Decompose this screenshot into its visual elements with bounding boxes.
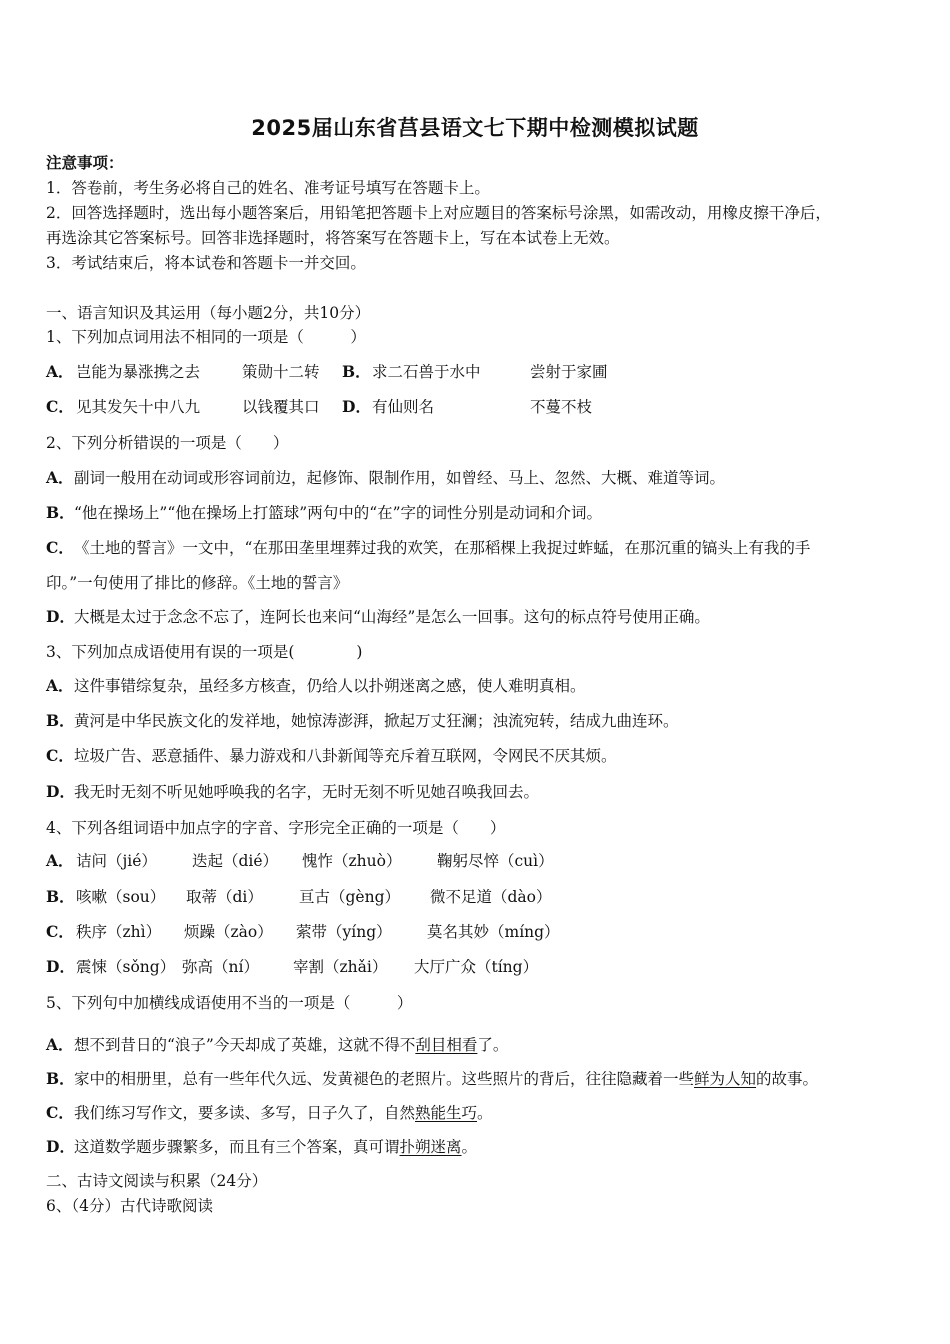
q4-option-d-word-4: 大厅广众（tíng） [414, 958, 539, 976]
q5-option-a-text: 想不到昔日的“浪子”今天却成了英雄，这就不得不 [74, 1036, 416, 1054]
q3-option-d [46, 782, 539, 802]
q4-option-c-word-2: 烦躁（zào） [184, 923, 273, 941]
q4-option-a [46, 851, 926, 873]
q5-option-d-tail: 。 [461, 1138, 478, 1156]
q5-option-c-label: C． [46, 1103, 74, 1122]
q1-option-c-word-2: 以钱覆其口 [242, 398, 320, 416]
notice-heading: 注意事项： [46, 153, 124, 172]
q1-options-row-2 [46, 397, 926, 419]
q5-option-a [46, 1035, 508, 1055]
q3-option-b [46, 711, 679, 731]
q5-option-a-label: A． [46, 1035, 74, 1054]
q1-option-a-label: A． [46, 362, 74, 381]
q4-option-d [46, 957, 926, 979]
q5-option-d-label: D． [46, 1137, 75, 1156]
q1-option-c-label: C． [46, 397, 74, 416]
q2-option-a-text: 副词一般用在动词或形容词前边，起修饰、限制作用，如曾经、马上、忽然、大概、难道等词。 [74, 469, 726, 487]
q1-option-a-word-1: 岂能为暴涨携之去 [76, 363, 201, 381]
q4-option-c-word-4: 莫名其妙（míng） [427, 923, 560, 941]
q4-option-b-label: B． [46, 887, 75, 906]
q3-option-d-label: D． [46, 782, 75, 801]
q5-option-b-label: B． [46, 1069, 75, 1088]
q2-option-d-label: D． [46, 607, 75, 626]
section1-heading: 一、语言知识及其运用（每小题2分，共10分） [46, 304, 371, 322]
q4-option-d-word-3: 宰割（zhǎi） [293, 958, 388, 976]
q4-option-a-label: A． [46, 851, 74, 870]
notice-item-3: 3．考试结束后，将本试卷和答题卡一并交回。 [46, 254, 366, 272]
q2-option-d [46, 607, 710, 627]
q5-option-b-idiom: 鲜为人知 [694, 1070, 757, 1088]
q4-option-c [46, 922, 926, 944]
q2-option-b-text: “他在操场上”“他在操场上打篮球”两句中的“在”字的词性分别是动词和介词。 [74, 504, 603, 522]
q3-option-a-text: 这件事错综复杂，虽经多方核查，仍给人以扑朔迷离之感，使人难明真相。 [74, 677, 586, 695]
q3-option-c-text: 垃圾广告、恶意插件、暴力游戏和八卦新闻等充斥着互联网，令网民不厌其烦。 [74, 747, 617, 765]
q4-option-d-label: D． [46, 957, 75, 976]
q2-option-b [46, 503, 602, 523]
q1-option-d-word-1: 有仙则名 [372, 398, 435, 416]
q4-option-b-word-2: 取蒂（di） [186, 888, 263, 906]
q3-option-c [46, 746, 617, 766]
q1-option-d-word-2: 不蔓不枝 [530, 398, 593, 416]
q3-option-c-label: C． [46, 746, 74, 765]
q2-option-c-label: C． [46, 538, 74, 557]
section2-heading: 二、古诗文阅读与积累（24分） [46, 1172, 268, 1190]
q5-option-c-text: 我们练习写作文，要多读、多写，日子久了，自然 [74, 1104, 416, 1122]
q5-option-b-text: 家中的相册里，总有一些年代久远、发黄褪色的老照片。这些照片的背后，往往隐藏着一些 [74, 1070, 695, 1088]
q3-option-b-text: 黄河是中华民族文化的发祥地，她惊涛澎湃，掀起万丈狂澜；浊流宛转，结成九曲连环。 [74, 712, 679, 730]
q4-option-b-word-4: 微不足道（dào） [430, 888, 552, 906]
q5-option-d-text: 这道数学题步骤繁多，而且有三个答案，真可谓 [74, 1138, 400, 1156]
q5-option-a-idiom: 刮目相看 [415, 1036, 478, 1054]
q2-option-b-label: B． [46, 503, 75, 522]
q5-option-d-idiom: 扑朔迷离 [399, 1138, 462, 1156]
q3-stem: 3、下列加点成语使用有误的一项是( ) [46, 643, 363, 661]
q1-option-c-word-1: 见其发矢十中八九 [76, 398, 201, 416]
q1-option-a-word-2: 策勋十二转 [242, 363, 320, 381]
q2-stem: 2、下列分析错误的一项是（ ） [46, 434, 289, 452]
q1-options-row-1 [46, 362, 926, 384]
q1-stem: 1、下列加点词用法不相同的一项是（ ） [46, 328, 366, 346]
page-title: 2025届山东省莒县语文七下期中检测模拟试题 [251, 116, 699, 140]
q3-option-a-label: A． [46, 676, 74, 695]
q4-option-a-word-3: 愧怍（zhuò） [302, 852, 402, 870]
q5-option-b [46, 1069, 818, 1089]
q2-option-c [46, 538, 810, 558]
q2-option-c-text: 《土地的誓言》一文中，“在那田垄里埋葬过我的欢笑，在那稻棵上我捉过蚱蜢，在那沉重的镐头上有我的手 [74, 539, 811, 557]
q2-option-c-cont: 印。”一句使用了排比的修辞。《土地的誓言》 [46, 574, 349, 592]
q3-option-a [46, 676, 586, 696]
q5-option-c-tail: 。 [477, 1104, 493, 1122]
q4-option-c-word-1: 秩序（zhì） [76, 923, 162, 941]
q4-stem: 4、下列各组词语中加点字的字音、字形完全正确的一项是（ ） [46, 819, 506, 837]
q4-option-a-word-1: 诘问（jié） [76, 852, 157, 870]
q2-option-a [46, 468, 725, 488]
notice-item-2-cont: 再选涂其它答案标号。回答非选择题时，将答案写在答题卡上，写在本试卷上无效。 [46, 229, 620, 247]
notice-item-1: 1．答卷前，考生务必将自己的姓名、准考证号填写在答题卡上。 [46, 179, 490, 197]
q4-option-d-word-1: 震悚（sǒng） [76, 958, 176, 976]
q1-option-b-label: B． [342, 362, 371, 381]
q1-option-b-word-2: 尝射于家圃 [530, 363, 608, 381]
q4-option-d-word-2: 弥高（ní） [182, 958, 259, 976]
notice-item-2: 2．回答选择题时，选出每小题答案后，用铅笔把答题卡上对应题目的答案标号涂黑，如需改动，用橡皮擦干净后， [46, 204, 831, 222]
q4-option-c-word-3: 萦带（yíng） [296, 923, 392, 941]
q6-stem: 6、（4分）古代诗歌阅读 [46, 1197, 213, 1215]
q5-option-c-idiom: 熟能生巧 [415, 1104, 478, 1122]
q3-option-b-label: B． [46, 711, 75, 730]
q1-option-b-word-1: 求二石兽于水中 [372, 363, 481, 381]
q4-option-b [46, 887, 926, 909]
q5-option-b-tail: 的故事。 [756, 1070, 819, 1088]
q5-option-c [46, 1103, 493, 1123]
q4-option-c-label: C． [46, 922, 74, 941]
q4-option-a-word-2: 迭起（dié） [192, 852, 279, 870]
q1-option-d-label: D． [342, 397, 371, 416]
q2-option-a-label: A． [46, 468, 74, 487]
q5-option-a-tail: 了。 [477, 1036, 509, 1054]
q5-stem: 5、下列句中加横线成语使用不当的一项是（ ） [46, 994, 413, 1012]
q2-option-d-text: 大概是太过于念念不忘了，连阿长也来问“山海经”是怎么一回事。这句的标点符号使用正确。 [74, 608, 710, 626]
q3-option-d-text: 我无时无刻不听见她呼唤我的名字，无时无刻不听见她召唤我回去。 [74, 783, 540, 801]
q4-option-b-word-1: 咳嗽（sou） [76, 888, 166, 906]
q4-option-b-word-3: 亘古（gèng） [299, 888, 401, 906]
q5-option-d [46, 1137, 477, 1157]
q4-option-a-word-4: 鞠躬尽悴（cuì） [437, 852, 554, 870]
